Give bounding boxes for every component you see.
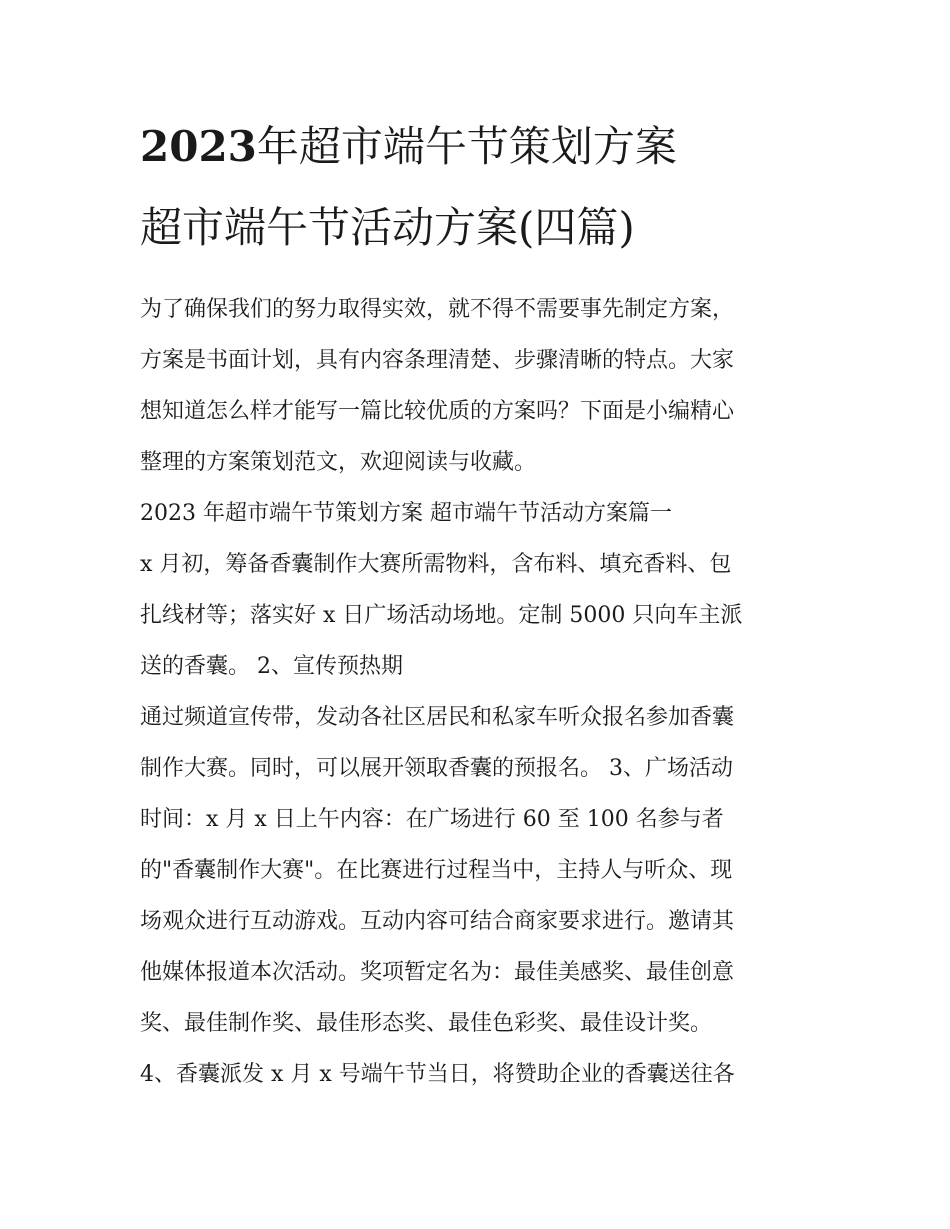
paragraph-line: 整理的方案策划范文，欢迎阅读与收藏。 bbox=[140, 450, 537, 475]
paragraph-line: 制作大赛。同时，可以展开领取香囊的预报名。 3、广场活动 bbox=[140, 756, 733, 781]
title-line-1-text: 年超市端午节策划方案 bbox=[256, 122, 677, 171]
paragraph-line: 场观众进行互动游戏。互动内容可结合商家要求进行。邀请其 bbox=[140, 909, 735, 934]
paragraph-line: 为了确保我们的努力取得实效，就不得不需要事先制定方案， bbox=[140, 297, 735, 322]
paragraph-line: 他媒体报道本次活动。奖项暂定名为：最佳美感奖、最佳创意 bbox=[140, 960, 735, 985]
document-subtitle: 超市端午节活动方案(四篇) bbox=[140, 203, 635, 252]
paragraph-line: 扎线材等；落实好 x 日广场活动场地。定制 5000 只向车主派 bbox=[140, 603, 743, 628]
paragraph-line: 时间：x 月 x 日上午内容：在广场进行 60 至 100 名参与者 bbox=[140, 807, 724, 832]
paragraph-line: 的"香囊制作大赛"。在比赛进行过程当中，主持人与听众、现 bbox=[140, 858, 733, 883]
paragraph-line: 通过频道宣传带，发动各社区居民和私家车听众报名参加香囊 bbox=[140, 705, 735, 730]
paragraph-line: 奖、最佳制作奖、最佳形态奖、最佳色彩奖、最佳设计奖。 bbox=[140, 1011, 713, 1036]
document-title bbox=[140, 122, 840, 172]
paragraph-line: 4、香囊派发 x 月 x 号端午节当日，将赞助企业的香囊送往各 bbox=[140, 1062, 735, 1087]
paragraph-line: 送的香囊。 2、宣传预热期 bbox=[140, 654, 403, 679]
section-heading: 2023 年超市端午节策划方案 超市端午节活动方案篇一 bbox=[140, 501, 672, 526]
paragraph-line: 方案是书面计划，具有内容条理清楚、步骤清晰的特点。大家 bbox=[140, 348, 735, 373]
paragraph-line: x 月初，筹备香囊制作大赛所需物料，含布料、填充香料、包 bbox=[140, 552, 732, 577]
title-year: 2023 bbox=[140, 122, 257, 171]
paragraph-line: 想知道怎么样才能写一篇比较优质的方案吗？下面是小编精心 bbox=[140, 399, 735, 424]
